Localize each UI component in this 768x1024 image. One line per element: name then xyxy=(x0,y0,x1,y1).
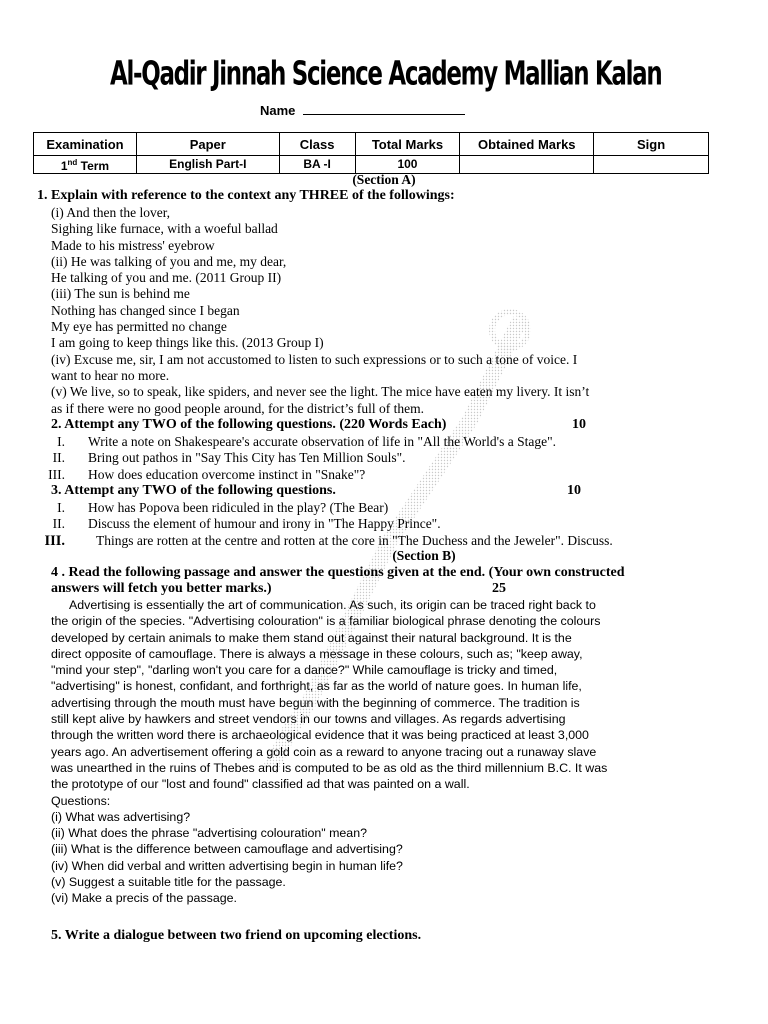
question-3-marks: 10 xyxy=(567,483,581,498)
extract-line: My eye has permitted no change xyxy=(51,319,227,335)
header-total-marks: Total Marks xyxy=(355,133,460,156)
passage-question: (v) Suggest a suitable title for the passage. xyxy=(51,875,286,890)
exam-info-table xyxy=(33,132,709,174)
extract-line: Sighing like furnace, with a woeful ballad xyxy=(51,221,278,237)
header-examination: Examination xyxy=(34,133,137,156)
extract-line: (ii) He was talking of you and me, my dear, xyxy=(51,253,287,269)
list-item: III. How does education overcome instinct in "Snake"? xyxy=(48,466,366,482)
question-2 xyxy=(51,417,731,434)
extract-line: Nothing has changed since I began xyxy=(51,302,240,318)
passage-line: Advertising is essentially the art of communication. As such, its origin can be traced right back to xyxy=(69,598,596,612)
question-3-items xyxy=(43,500,723,550)
question-4-title: 4 . Read the following passage and answer the questions given at the end. (Your own constructed answers will fetch you better marks.) xyxy=(51,565,625,597)
passage-line: "advertising" is honest, confidant, and forthright, as far as the world of nature goes. In human life, xyxy=(51,679,582,694)
passage-line: the origin of the species. "Advertising colouration" is a familiar biological phrase denoting the colours xyxy=(51,614,601,629)
question-2-title: 2. Attempt any TWO of the following questions. (220 Words Each) xyxy=(51,417,447,432)
header-paper: Paper xyxy=(136,133,279,156)
passage-line: direct opposite of camouflage. There is always a message in these colours, such as; "keep away, xyxy=(51,646,583,661)
question-3 xyxy=(51,483,731,500)
passage-question: (i) What was advertising? xyxy=(51,809,191,824)
header-obtained-marks: Obtained Marks xyxy=(460,133,594,156)
passage-line: years ago. An advertisement offering a gold coin as a reward to anyone tracing out a runaway slave xyxy=(51,744,597,759)
list-item: II. Bring out pathos in "Say This City has Ten Million Souls". xyxy=(52,450,406,466)
passage-line: "mind your step", "darling won't you care for a dance?" While camouflage is tricky and timed, xyxy=(51,663,558,678)
question-2-items xyxy=(43,434,723,483)
question-5-title: 5. Write a dialogue between two friend on upcoming elections. xyxy=(51,928,422,943)
extract-line: (v) We live, so to speak, like spiders, and never see the light. The mice have eaten my livery. It isn’t xyxy=(51,384,590,400)
name-field-row xyxy=(260,103,465,118)
cell-class: BA -I xyxy=(279,156,355,174)
cell-sign[interactable] xyxy=(594,156,709,174)
extract-line: (i) And then the lover, xyxy=(51,205,171,220)
passage-question: (iii) What is the difference between camouflage and advertising? xyxy=(51,842,403,857)
name-label: Name xyxy=(260,103,296,118)
passage-line: the prototype of our "lost and found" classified ad that was painted on a wall. xyxy=(51,777,470,792)
extract-line: (iv) Excuse me, sir, I am not accustomed to listen to such expressions or to such a tone of voice. I xyxy=(51,351,578,367)
cell-paper: English Part-I xyxy=(136,156,279,174)
academy-title: Al-Qadir Jinnah Science Academy Mallian Kalan xyxy=(110,53,662,93)
list-item: I. Write a note on Shakespeare's accurate observation of life in "All the World's a Stage". xyxy=(57,434,556,449)
extract-line: He talking of you and me. (2011 Group II) xyxy=(51,270,282,286)
extract-line: (iii) The sun is behind me xyxy=(51,286,190,302)
question-1 xyxy=(37,188,717,205)
question-3-title: 3. Attempt any TWO of the following questions. xyxy=(51,483,336,498)
section-b-heading: (Section B) xyxy=(392,548,456,563)
cell-total-marks: 100 xyxy=(355,156,460,174)
cell-term: 1nd Term xyxy=(34,156,137,174)
extract-line: Made to his mistress' eyebrow xyxy=(51,237,215,253)
section-a-heading: (Section A) xyxy=(352,172,416,187)
table-row xyxy=(34,156,709,174)
question-2-marks: 10 xyxy=(572,417,586,432)
question-1-title: 1. Explain with reference to the context any THREE of the followings: xyxy=(37,188,455,203)
passage-question: (vi) Make a precis of the passage. xyxy=(51,891,237,906)
question-4-passage xyxy=(51,597,731,907)
extract-line: I am going to keep things like this. (2013 Group I) xyxy=(51,335,324,351)
table-header-row xyxy=(34,133,709,156)
passage-line: was unearthed in the ruins of Thebes and is computed to be as old as the third millennium B.C. It was xyxy=(51,760,608,775)
list-item: I. How has Popova been ridiculed in the play? (The Bear) xyxy=(57,500,389,515)
question-1-extracts xyxy=(51,205,731,417)
passage-line: still kept alive by hawkers and street vendors in our towns and villages. As regards advertising xyxy=(51,712,566,727)
questions-label: Questions: xyxy=(51,793,111,808)
header-class: Class xyxy=(279,133,355,156)
passage-question: (ii) What does the phrase "advertising colouration" mean? xyxy=(51,826,367,841)
header-sign: Sign xyxy=(594,133,709,156)
passage-line: developed by certain animals to make them stand out against their natural background. It is the xyxy=(51,630,572,645)
cell-obtained-marks[interactable] xyxy=(460,156,594,174)
list-item: II. Discuss the element of humour and irony in "The Happy Prince". xyxy=(52,516,441,532)
passage-line: advertising through the mouth must have begun with the beginning of commerce. The tradition is xyxy=(51,695,580,710)
name-blank-line[interactable] xyxy=(303,104,465,115)
extract-line: as if there were no good people around, for the district’s full of them. xyxy=(51,400,425,416)
passage-line: through the written word there is archaeological evidence that it was being practiced at least 3,000 xyxy=(51,728,589,743)
list-item: III. Things are rotten at the centre and rotten at the core in "The Duchess and the Jeweler". Discuss. xyxy=(44,532,613,549)
extract-line: want to hear no more. xyxy=(51,367,170,383)
passage-question: (iv) When did verbal and written advertising begin in human life? xyxy=(51,858,403,873)
question-4-marks: 25 xyxy=(492,581,506,596)
